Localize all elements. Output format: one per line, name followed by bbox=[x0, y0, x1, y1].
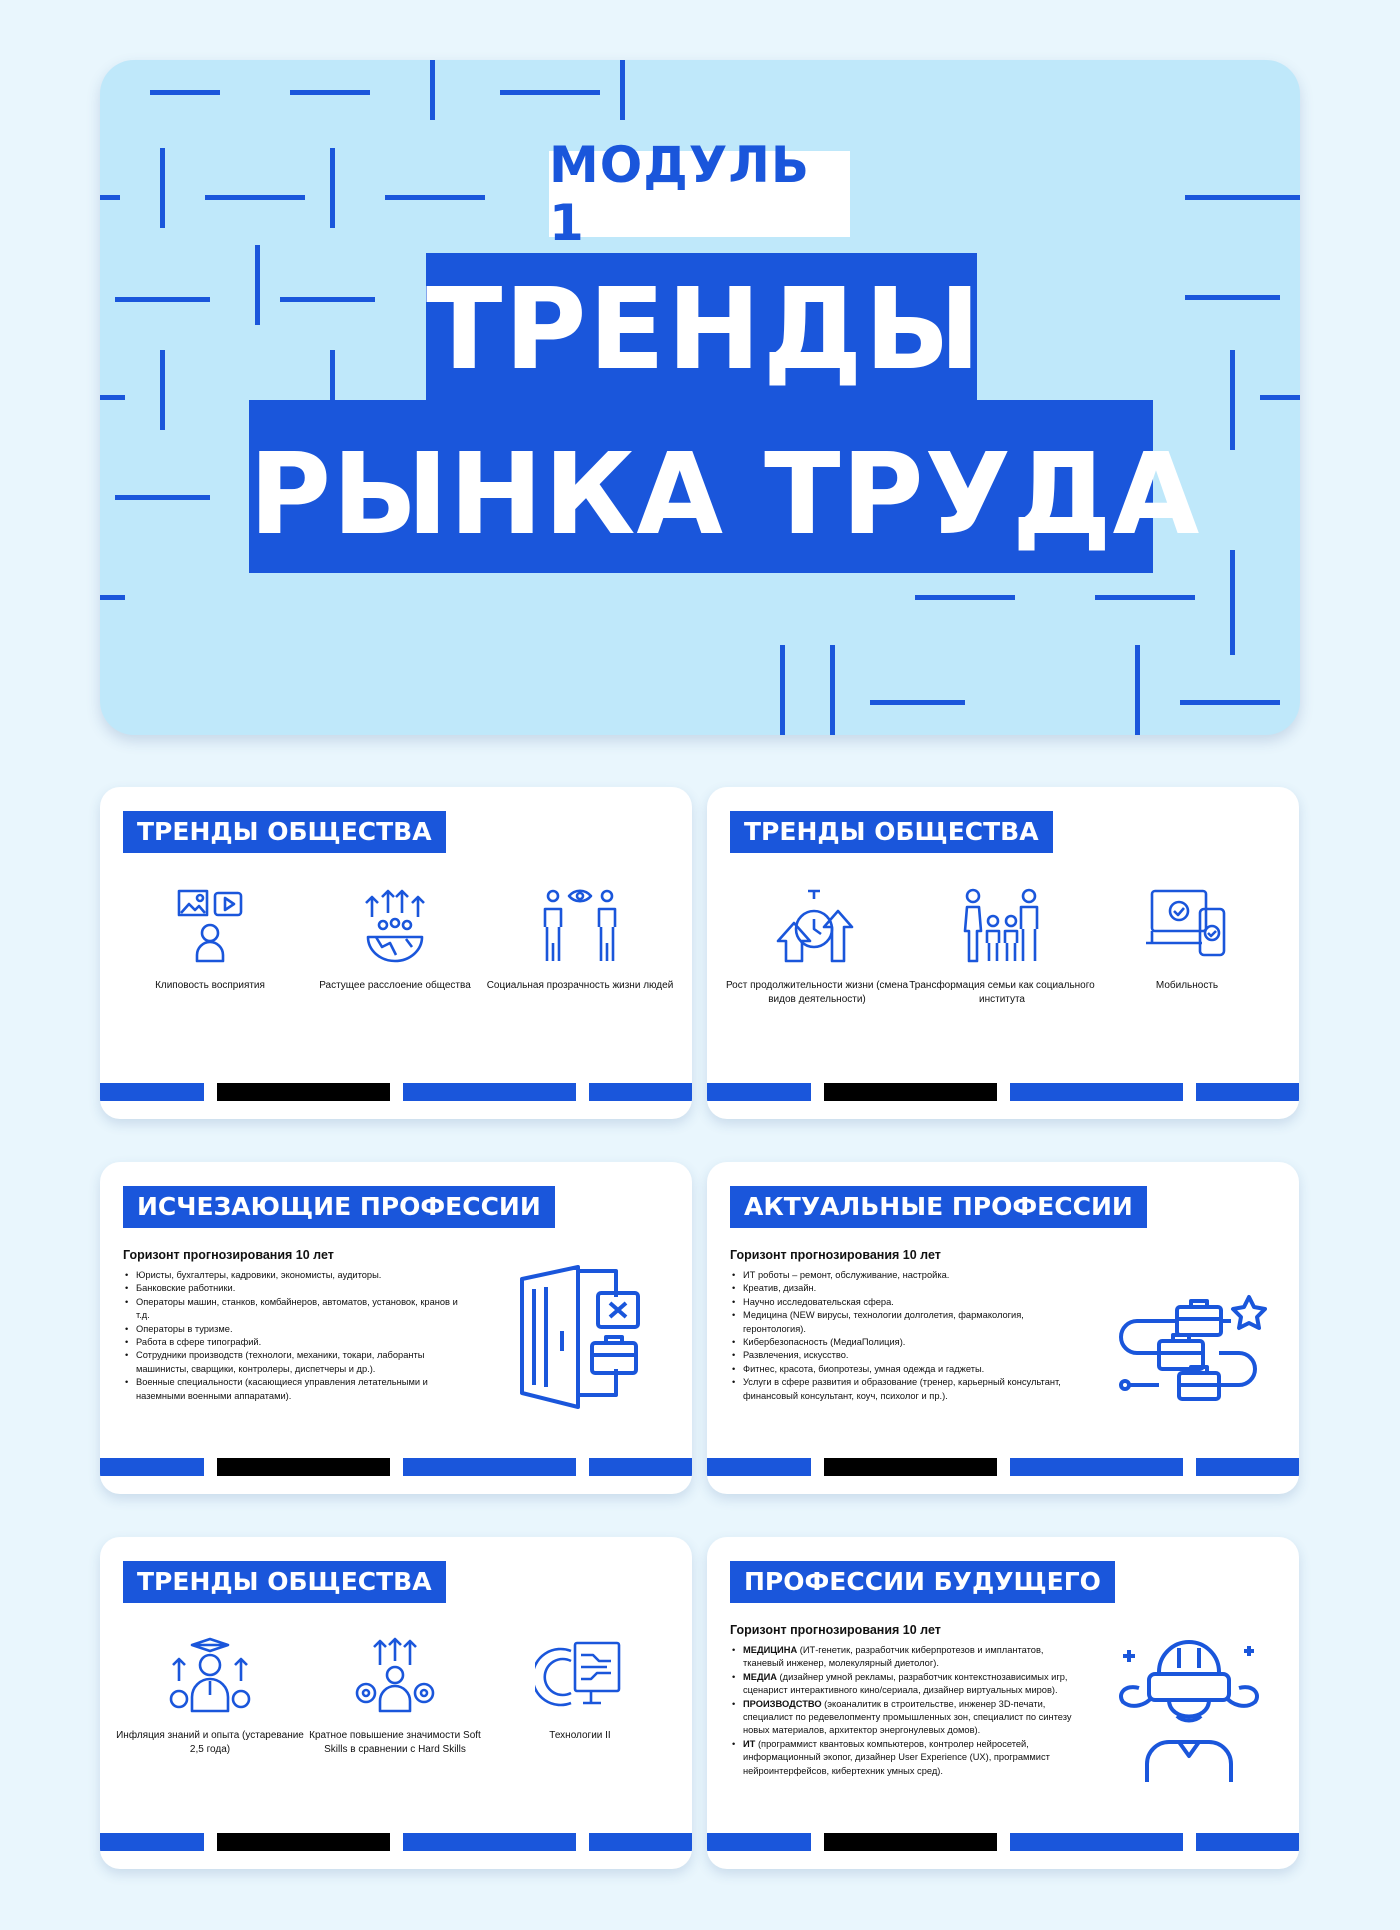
stripe bbox=[707, 1833, 811, 1851]
decor-line bbox=[385, 195, 485, 200]
decor-line bbox=[1230, 550, 1235, 655]
stripe bbox=[1010, 1458, 1183, 1476]
trend-item bbox=[115, 1637, 305, 1757]
slide-society-trends-3 bbox=[100, 1537, 692, 1869]
slide-title: ТРЕНДЫ ОБЩЕСТВА bbox=[123, 811, 446, 853]
decor-line bbox=[1095, 595, 1195, 600]
soft-skills-icon bbox=[350, 1637, 440, 1717]
decor-line bbox=[1260, 395, 1300, 400]
social-transparency-icon bbox=[535, 887, 625, 967]
list-item bbox=[730, 1644, 1085, 1671]
trend-caption: Трансформация семьи как социального института bbox=[909, 980, 1095, 1005]
list-item: • ИТ роботы – ремонт, обслуживание, настройка. bbox=[730, 1269, 1070, 1282]
list-item: • Креатив, дизайн. bbox=[730, 1282, 1070, 1295]
decor-line bbox=[330, 148, 335, 228]
module-label: МОДУЛЬ 1 bbox=[549, 136, 810, 252]
decor-line bbox=[1185, 295, 1280, 300]
trend-item bbox=[722, 887, 912, 1007]
slide-title: ТРЕНДЫ ОБЩЕСТВА bbox=[123, 1561, 446, 1603]
decor-line bbox=[1135, 645, 1140, 735]
trend-caption: Мобильность bbox=[1155, 980, 1219, 991]
trend-caption: Социальная прозрачность жизни людей bbox=[486, 980, 674, 991]
slide-society-trends-2 bbox=[707, 787, 1299, 1119]
stripe bbox=[403, 1083, 576, 1101]
forecast-horizon: Горизонт прогнозирования 10 лет bbox=[123, 1248, 334, 1262]
hero-title-line2: РЫНКА ТРУДА bbox=[249, 430, 1201, 560]
list-item-text: (экоаналитик в строительстве, инженер 3D-печати, специалист по редевелопменту промышленных зон, специалист по синтезу новых материалов, архитектор энергонулевых домов). bbox=[743, 1698, 1072, 1736]
stripe bbox=[1196, 1833, 1299, 1851]
trend-caption: Инфляция знаний и опыта (устаревание 2,5 года) bbox=[116, 1730, 304, 1755]
profession-list bbox=[730, 1269, 1070, 1403]
list-item-head: МЕДИЦИНА bbox=[743, 1645, 798, 1655]
knowledge-inflation-icon bbox=[165, 1637, 255, 1717]
trend-item bbox=[485, 1637, 675, 1743]
ai-technology-icon bbox=[535, 1637, 625, 1717]
decor-line bbox=[100, 595, 125, 600]
trend-caption: Кратное повышение значимости Soft Skills в сравнении с Hard Skills bbox=[309, 1730, 481, 1755]
list-item: • Банковские работники. bbox=[123, 1282, 463, 1295]
trend-item bbox=[485, 887, 675, 993]
slide-society-trends-1 bbox=[100, 787, 692, 1119]
life-expectancy-icon bbox=[772, 887, 862, 967]
slide-title: ПРОФЕССИИ БУДУЩЕГО bbox=[730, 1561, 1115, 1603]
list-item: • Научно исследовательская сфера. bbox=[730, 1296, 1070, 1309]
list-item-head: МЕДИА bbox=[743, 1671, 777, 1682]
stripe bbox=[589, 1083, 692, 1101]
decor-line bbox=[620, 60, 625, 120]
slide-title: АКТУАЛЬНЫЕ ПРОФЕССИИ bbox=[730, 1186, 1147, 1228]
list-item: • Операторы машин, станков, комбайнеров, автоматов, установок, кранов и т.д. bbox=[123, 1296, 463, 1323]
career-path-icon bbox=[1109, 1257, 1269, 1417]
trend-caption: Технологии II bbox=[549, 1730, 611, 1741]
stripe bbox=[589, 1458, 692, 1476]
module-label-box bbox=[549, 136, 850, 252]
decor-line bbox=[205, 195, 305, 200]
decor-line bbox=[870, 700, 965, 705]
slide-title: ИСЧЕЗАЮЩИЕ ПРОФЕССИИ bbox=[123, 1186, 555, 1228]
decor-line bbox=[160, 350, 165, 430]
decor-line bbox=[500, 90, 600, 95]
stripe bbox=[824, 1083, 997, 1101]
decor-line bbox=[430, 60, 435, 120]
trend-item bbox=[300, 887, 490, 993]
clip-perception-icon bbox=[165, 887, 255, 967]
list-item: • Работа в сфере типографий. bbox=[123, 1336, 463, 1349]
stripe bbox=[707, 1458, 811, 1476]
forecast-horizon: Горизонт прогнозирования 10 лет bbox=[730, 1623, 941, 1637]
list-item bbox=[730, 1698, 1085, 1738]
trend-caption: Растущее расслоение общества bbox=[319, 980, 471, 991]
list-item-head: ИТ bbox=[743, 1738, 756, 1749]
family-icon bbox=[957, 887, 1047, 967]
decor-line bbox=[255, 245, 260, 325]
hero-card bbox=[100, 60, 1300, 735]
list-item: • Услуги в сфере развития и образование (тренер, карьерный консультант, финансовый консультант, коуч, психолог и пр.). bbox=[730, 1376, 1070, 1403]
stripe bbox=[403, 1458, 576, 1476]
list-item: • Юристы, бухгалтеры, кадровики, экономисты, аудиторы. bbox=[123, 1269, 463, 1282]
vr-person-icon bbox=[1109, 1632, 1269, 1792]
stripe bbox=[100, 1083, 204, 1101]
decor-line bbox=[290, 90, 370, 95]
profession-list bbox=[123, 1269, 463, 1403]
stripe bbox=[589, 1833, 692, 1851]
stripe bbox=[824, 1833, 997, 1851]
stripe bbox=[217, 1833, 390, 1851]
decor-line bbox=[150, 90, 220, 95]
list-item: • Медицина (NEW вирусы, технологии долголетия, фармакология, геронтология). bbox=[730, 1309, 1070, 1336]
forecast-horizon: Горизонт прогнозирования 10 лет bbox=[730, 1248, 941, 1262]
slide-title: ТРЕНДЫ ОБЩЕСТВА bbox=[730, 811, 1053, 853]
stripe bbox=[1010, 1833, 1183, 1851]
decor-line bbox=[100, 395, 125, 400]
exit-door-icon bbox=[502, 1257, 662, 1417]
stripe bbox=[217, 1458, 390, 1476]
stripe bbox=[100, 1833, 204, 1851]
decor-line bbox=[1180, 700, 1280, 705]
stripe bbox=[403, 1833, 576, 1851]
trend-item bbox=[1092, 887, 1282, 993]
hero-title-line1: ТРЕНДЫ bbox=[426, 265, 983, 395]
decor-line bbox=[115, 495, 210, 500]
stripe bbox=[100, 1458, 204, 1476]
society-stratification-icon bbox=[350, 887, 440, 967]
decor-line bbox=[915, 595, 1015, 600]
list-item: • Операторы в туризме. bbox=[123, 1323, 463, 1336]
stripe bbox=[1196, 1083, 1299, 1101]
decor-line bbox=[1185, 195, 1300, 200]
stripe bbox=[1196, 1458, 1299, 1476]
list-item-text: (программист квантовых компьютеров, контролер нейросетей, информационный экопог, дизайнер User Experience (UX), программист нейроинтерфейсов, кибертехник умных сред). bbox=[743, 1738, 1050, 1776]
list-item-head: ПРОИЗВОДСТВО bbox=[743, 1698, 822, 1709]
list-item bbox=[730, 1738, 1085, 1778]
slide-disappearing-professions bbox=[100, 1162, 692, 1494]
trend-caption: Рост продолжительности жизни (смена видов деятельности) bbox=[725, 980, 909, 1005]
stripe bbox=[824, 1458, 997, 1476]
list-item: • Кибербезопасность (МедиаПолиция). bbox=[730, 1336, 1070, 1349]
list-item: • Военные специальности (касающиеся управления летательными и наземными военными аппаратами). bbox=[123, 1376, 463, 1403]
list-item: • Фитнес, красота, биопротезы, умная одежда и гаджеты. bbox=[730, 1363, 1070, 1376]
decor-line bbox=[280, 297, 375, 302]
decor-line bbox=[830, 645, 835, 735]
stripe bbox=[1010, 1083, 1183, 1101]
decor-line bbox=[115, 297, 210, 302]
list-item-text: (ИТ-генетик, разработчик киберпротезов и имплантатов, тканевый инженер, молекулярный диетолог). bbox=[743, 1645, 1044, 1669]
trend-item bbox=[907, 887, 1097, 1007]
stripe bbox=[707, 1083, 811, 1101]
decor-line bbox=[780, 645, 785, 735]
list-item-text: (дизайнер умной рекламы, разработчик контекстнозависимых игр, сценарист интерактивного кино/сериала, дизайнер виртуальных миров). bbox=[743, 1671, 1068, 1696]
list-item: • Сотрудники производств (технологи, механики, токари, лаборанты машинисты, сварщики, контролеры, диспетчеры и др.). bbox=[123, 1349, 463, 1376]
list-item: • Развлечения, искусство. bbox=[730, 1349, 1070, 1362]
mobility-devices-icon bbox=[1142, 887, 1232, 967]
trend-caption: Клиповость восприятия bbox=[155, 980, 265, 991]
decor-line bbox=[160, 148, 165, 228]
slide-future-professions bbox=[707, 1537, 1299, 1869]
decor-line bbox=[100, 195, 120, 200]
profession-list bbox=[730, 1644, 1085, 1778]
stripe bbox=[217, 1083, 390, 1101]
slide-relevant-professions bbox=[707, 1162, 1299, 1494]
trend-item bbox=[115, 887, 305, 993]
list-item bbox=[730, 1671, 1085, 1698]
trend-item bbox=[300, 1637, 490, 1757]
decor-line bbox=[1230, 350, 1235, 450]
